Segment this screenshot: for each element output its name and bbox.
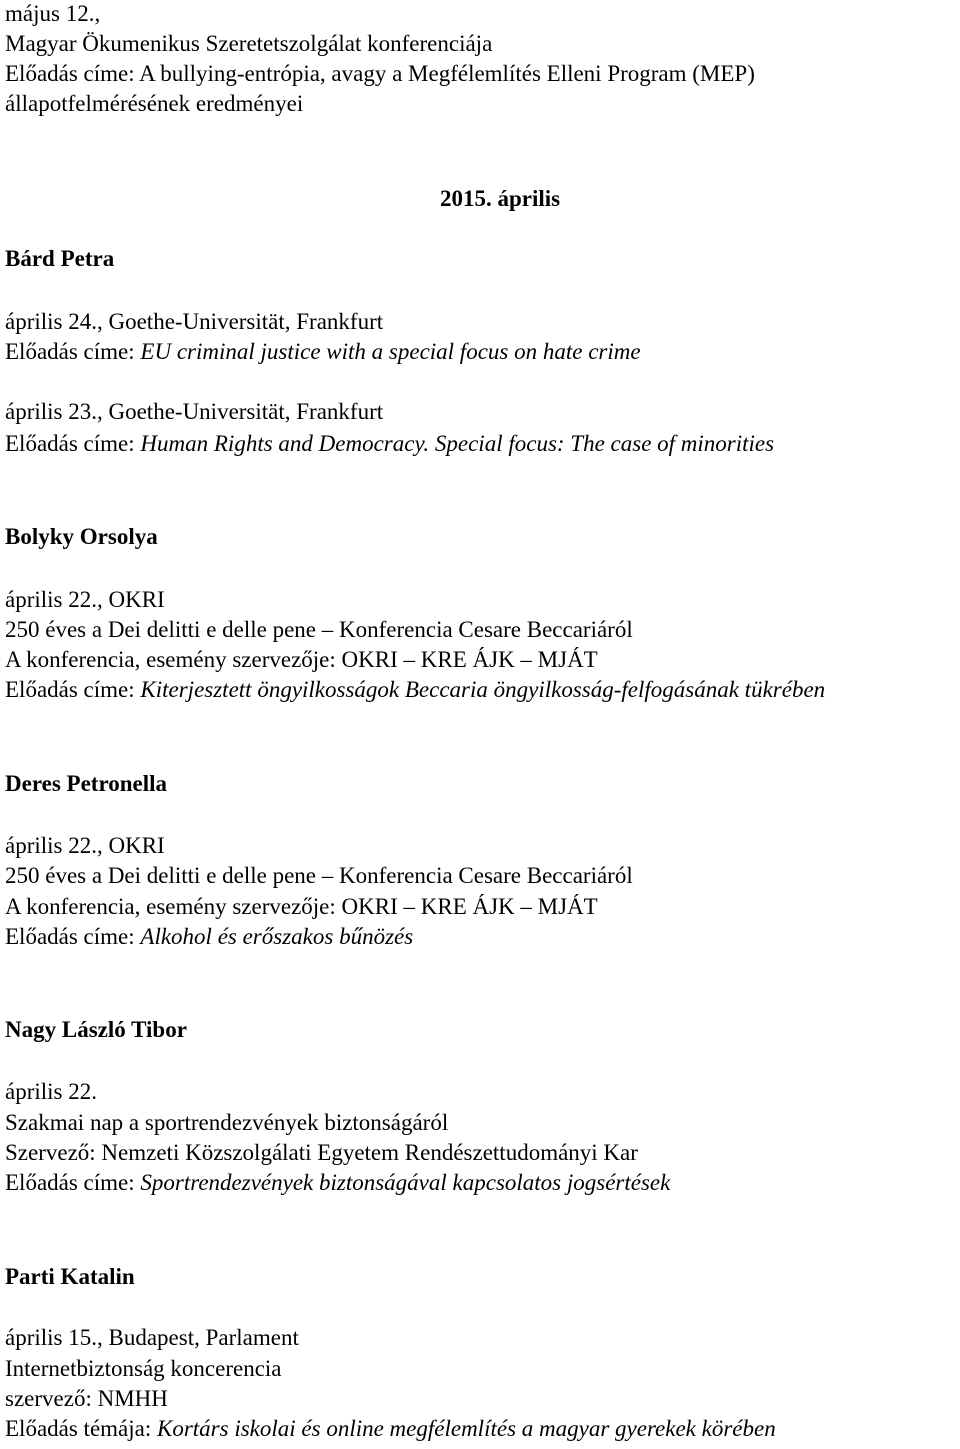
entry-organizer: A konferencia, esemény szervezője: OKRI – KRE ÁJK – MJÁT — [5, 894, 598, 919]
entry-title-line — [5, 429, 774, 459]
title-prefix: Előadás címe: — [5, 924, 141, 949]
entry-title-continuation: állapotfelmérésének eredményei — [5, 91, 304, 116]
entry-date-venue: április 22., OKRI — [5, 833, 165, 858]
talk-title: A bullying-entrópia, avagy a Megfélemlítés Elleni Program (MEP) — [139, 61, 755, 86]
entry-date-venue: május 12., — [5, 1, 101, 26]
entry-organizer: A konferencia, esemény szervezője: OKRI – KRE ÁJK – MJÁT — [5, 647, 598, 672]
entry-title-line — [5, 922, 413, 952]
talk-title: Sportrendezvények biztonságával kapcsolatos jogsértések — [140, 1170, 671, 1195]
entry-event: Internetbiztonság koncerencia — [5, 1356, 282, 1381]
person-name: Parti Katalin — [5, 1264, 135, 1289]
talk-title: Human Rights and Democracy. Special focus: The case of minorities — [140, 431, 775, 456]
entry-date-venue: április 15., Budapest, Parlament — [5, 1325, 299, 1350]
entry-date-venue: április 22., OKRI — [5, 587, 165, 612]
talk-title: Kiterjesztett öngyilkosságok Beccaria öngyilkosság-felfogásának tükrében — [140, 677, 826, 702]
person-name: Bolyky Orsolya — [5, 524, 158, 549]
entry-title-line — [5, 1168, 670, 1198]
title-prefix: Előadás címe: — [5, 339, 141, 364]
entry-date-venue: április 22. — [5, 1079, 97, 1104]
month-header: 2015. április — [440, 186, 561, 211]
talk-title: Kortárs iskolai és online megfélemlítés a magyar gyerekek körében — [157, 1416, 776, 1441]
entry-title-line — [5, 675, 825, 705]
person-name: Deres Petronella — [5, 771, 168, 796]
title-prefix: Előadás témája: — [5, 1416, 157, 1441]
entry-date-venue: április 24., Goethe-Universität, Frankfurt — [5, 309, 384, 334]
entry-organizer: Szervező: Nemzeti Közszolgálati Egyetem Rendészettudományi Kar — [5, 1140, 638, 1165]
person-name: Bárd Petra — [5, 246, 115, 271]
entry-event: Szakmai nap a sportrendezvények biztonságáról — [5, 1110, 449, 1135]
entry-event: 250 éves a Dei delitti e delle pene – Konferencia Cesare Beccariáról — [5, 863, 633, 888]
entry-title-line — [5, 337, 641, 367]
entry-date-venue: április 23., Goethe-Universität, Frankfurt — [5, 399, 384, 424]
title-prefix: Előadás címe: — [5, 431, 141, 456]
entry-title-line — [5, 59, 755, 89]
title-prefix: Előadás címe: — [5, 677, 141, 702]
entry-event: 250 éves a Dei delitti e delle pene – Konferencia Cesare Beccariáról — [5, 617, 633, 642]
person-name: Nagy László Tibor — [5, 1017, 187, 1042]
title-prefix: Előadás címe: — [5, 61, 140, 86]
entry-title-line — [5, 1414, 776, 1444]
talk-title: EU criminal justice with a special focus on hate crime — [140, 339, 641, 364]
title-prefix: Előadás címe: — [5, 1170, 141, 1195]
entry-organizer: szervező: NMHH — [5, 1386, 168, 1411]
talk-title: Alkohol és erőszakos bűnözés — [140, 924, 414, 949]
entry-event: Magyar Ökumenikus Szeretetszolgálat konferenciája — [5, 31, 493, 56]
